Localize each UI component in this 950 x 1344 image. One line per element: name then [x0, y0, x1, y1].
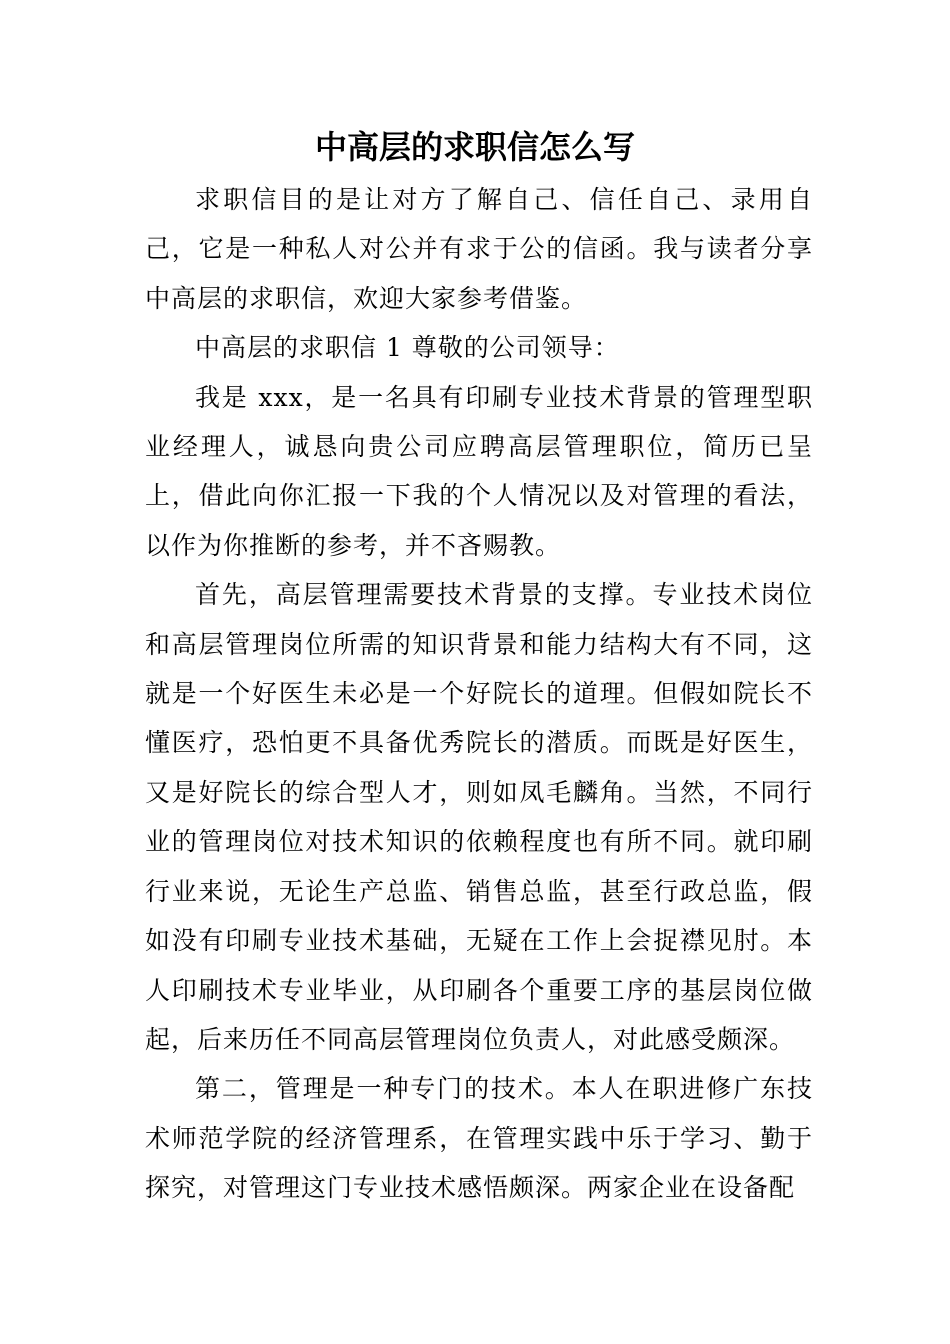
- paragraph-salutation: 中高层的求职信 1 尊敬的公司领导：: [195, 333, 620, 363]
- paragraph-intro: 求职信目的是让对方了解自己、信任自己、录用自己，它是一种私人对公并有求于公的信函。我与读者分享中高层的求职信，欢迎大家参考借鉴。: [145, 185, 813, 313]
- document-body: [145, 175, 813, 1213]
- paragraph-self-introduction: 我是 xxx，是一名具有印刷专业技术背景的管理型职业经理人，诚恳向贵公司应聘高层管理职位，简历已呈上，借此向你汇报一下我的个人情况以及对管理的看法，以作为你推断的参考，并不吝赐教。: [145, 382, 813, 560]
- paragraph-second-point: 第二，管理是一种专门的技术。本人在职进修广东技术师范学院的经济管理系，在管理实践中乐于学习、勤于探究，对管理这门专业技术感悟颇深。两家企业在设备配: [145, 1074, 813, 1203]
- document-title: 中高层的求职信怎么写: [314, 128, 635, 166]
- paragraph-first-point: 首先，高层管理需要技术背景的支撑。专业技术岗位和高层管理岗位所需的知识背景和能力结构大有不同，这就是一个好医生未必是一个好院长的道理。但假如院长不懂医疗，恐怕更不具备优秀院长的潜质。而既是好医生，又是好院长的综合型人才，则如凤毛麟角。当然，不同行业的管理岗位对技术知识的依赖程度也有所不同。就印刷行业来说，无论生产总监、销售总监，甚至行政总监，假如没有印刷专业技术基础，无疑在工作上会捉襟见肘。本人印刷技术专业毕业，从印刷各个重要工序的基层岗位做起，后来历任不同高层管理岗位负责人，对此感受颇深。: [145, 580, 813, 1054]
